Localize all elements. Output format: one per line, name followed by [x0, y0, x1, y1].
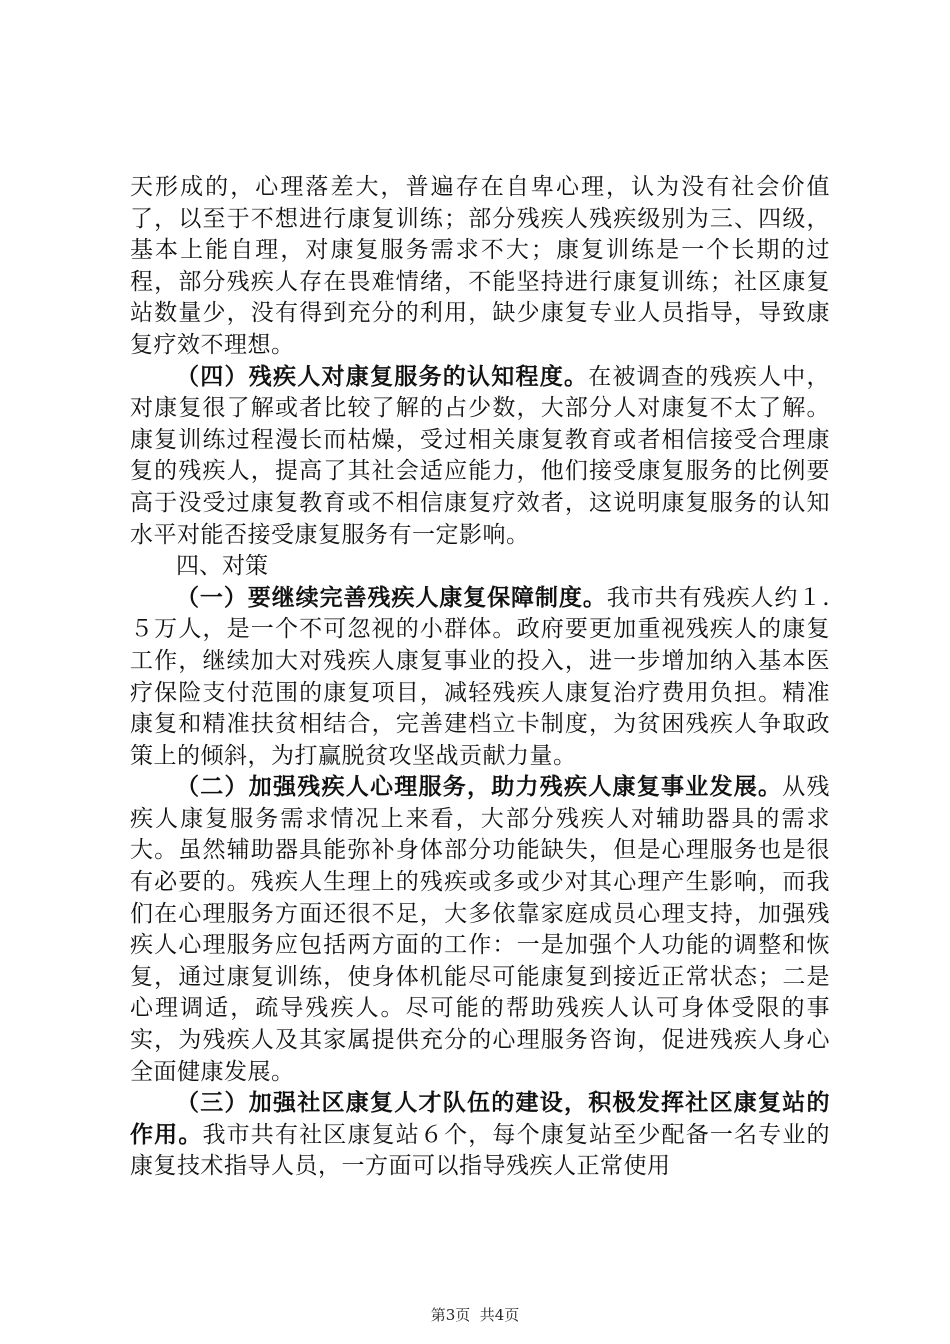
paragraph-awareness: [130, 362, 830, 552]
paragraph-psychological-service: [130, 772, 830, 1088]
page-footer: [0, 1304, 950, 1325]
paragraph-lead: （三）加强社区康复人才队伍的建设，积极发挥社区康复站的作用。: [130, 1090, 830, 1148]
paragraph-text: 我市共有社区康复站６个，每个康复站至少配备一名专业的康复技术指导人员，一方面可以指导残疾人正常使用: [130, 1121, 831, 1180]
paragraph-guarantee-system: [130, 583, 830, 773]
paragraph-text: 我市共有残疾人约１.５万人，是一个不可忽视的小群体。政府要更加重视残疾人的康复工作，继续加大对残疾人康复事业的投入，进一步增加纳入基本医疗保险支付范围的康复项目，减轻残疾人康复治疗费用负担。精准康复和精准扶贫相结合，完善建档立卡制度，为贫困残疾人争取政策上的倾斜，为打赢脱贫攻坚战贡献力量。: [130, 584, 831, 769]
page-number: 第3页 共4页: [430, 1306, 520, 1324]
paragraph-community-rehab: [130, 1088, 830, 1183]
document-body: [130, 172, 830, 1183]
paragraph-lead: （一）要继续完善残疾人康复保障制度。: [176, 584, 607, 611]
paragraph-lead: （四）残疾人对康复服务的认知程度。: [176, 363, 589, 390]
paragraph-text: 从残疾人康复服务需求情况上来看，大部分残疾人对辅助器具的需求大。虽然辅助器具能弥补身体部分功能缺失，但是心理服务也是很有必要的。残疾人生理上的残疾或多或少对其心理产生影响，而我们在心理服务方面还很不足，大多依靠家庭成员心理支持，加强残疾人心理服务应包括两方面的工作：一是加强个人功能的调整和恢复，通过康复训练，使身体机能尽可能康复到接近正常状态；二是心理调适，疏导残疾人。尽可能的帮助残疾人认可身体受限的事实，为残疾人及其家属提供充分的心理服务咨询，促进残疾人身心全面健康发展。: [130, 774, 830, 1085]
paragraph-lead: （二）加强残疾人心理服务，助力残疾人康复事业发展。: [176, 774, 783, 801]
paragraph-continuation: [130, 172, 830, 362]
section-heading-countermeasures: 四、对策: [176, 553, 268, 580]
paragraph-text: 在被调查的残疾人中，对康复很了解或者比较了解的占少数，大部分人对康复不太了解。康复训练过程漫长而枯燥，受过相关康复教育或者相信接受合理康复的残疾人，提高了其社会适应能力，他们接受康复服务的比例要高于没受过康复教育或不相信康复疗效者，这说明康复服务的认知水平对能否接受康复服务有一定影响。: [130, 363, 830, 548]
paragraph-text: 天形成的，心理落差大，普遍存在自卑心理，认为没有社会价值了，以至于不想进行康复训练；部分残疾人残疾级别为三、四级，基本上能自理，对康复服务需求不大；康复训练是一个长期的过程，部分残疾人存在畏难情绪，不能坚持进行康复训练；社区康复站数量少，没有得到充分的利用，缺少康复专业人员指导，导致康复疗效不理想。: [130, 174, 830, 358]
